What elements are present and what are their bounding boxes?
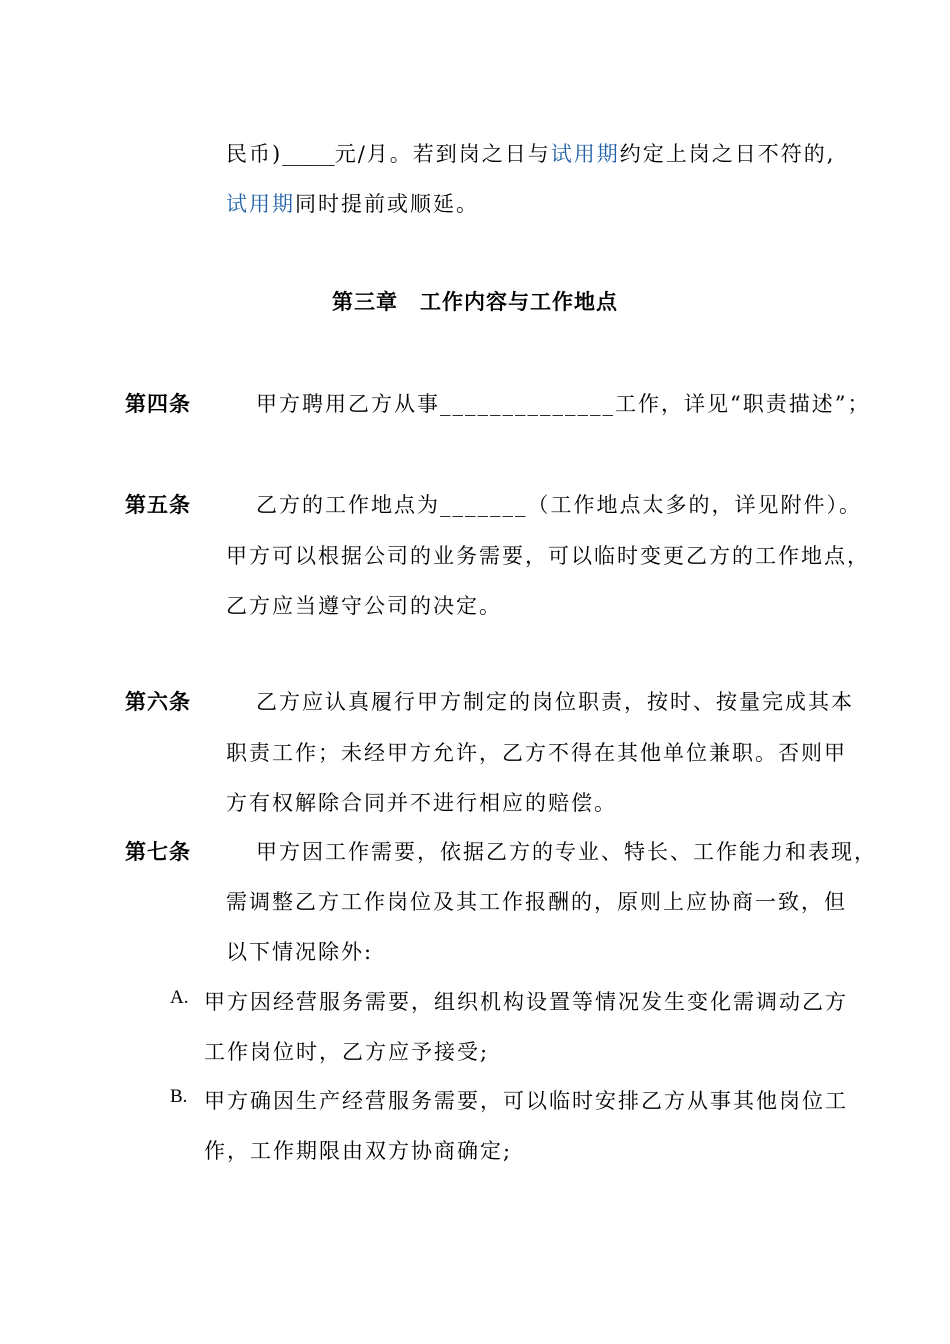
salary-blank: _____: [282, 142, 335, 166]
article-7-line-1: 甲方因工作需要，依据乙方的专业、特长、工作能力和表现，: [256, 840, 877, 864]
article-4-label: 第四条: [125, 392, 191, 416]
article-6-line-3: 方有权解除合同并不进行相应的赔偿。: [226, 791, 617, 815]
intro-line-2: [226, 188, 479, 218]
item-a-line-1: 甲方因经营服务需要，组织机构设置等情况发生变化需调动乙方: [204, 990, 848, 1014]
article-6-line-2: 职责工作；未经甲方允许，乙方不得在其他单位兼职。否则甲: [226, 741, 847, 765]
item-a-line-2: 工作岗位时，乙方应予接受;: [204, 1040, 490, 1064]
article-5-line-2: 甲方可以根据公司的业务需要，可以临时变更乙方的工作地点，: [226, 544, 870, 568]
item-b-line-1: 甲方确因生产经营服务需要，可以临时安排乙方从事其他岗位工: [204, 1089, 848, 1113]
article-4-line-1: 甲方聘用乙方从事______________工作，详见“职责描述”；: [256, 392, 871, 416]
article-7-line-2: 需调整乙方工作岗位及其工作报酬的，原则上应协商一致，但: [226, 890, 847, 914]
article-5-line-3: 乙方应当遵守公司的决定。: [226, 594, 502, 618]
article-6-label: 第六条: [125, 690, 191, 714]
item-a-label: A.: [170, 987, 189, 1008]
article-5-line-1: 乙方的工作地点为_______（工作地点太多的，详见附件）。: [256, 493, 862, 517]
article-7-label: 第七条: [125, 840, 191, 864]
item-b-line-2: 作，工作期限由双方协商确定;: [204, 1139, 513, 1163]
article-7-line-3: 以下情况除外:: [226, 940, 374, 964]
intro-line-1: [226, 138, 835, 168]
intro-text-b: 元/月。若到岗之日与: [334, 142, 551, 166]
article-5-label: 第五条: [125, 493, 191, 517]
probation-link-1[interactable]: 试用期: [550, 142, 620, 166]
article-6-line-1: 乙方应认真履行甲方制定的岗位职责，按时、按量完成其本: [256, 690, 854, 714]
chapter-title: 第三章 工作内容与工作地点: [332, 290, 618, 314]
probation-link-2[interactable]: 试用期: [226, 192, 295, 216]
item-b-label: B.: [170, 1086, 188, 1107]
intro-text-a: 民币): [226, 142, 283, 166]
intro-text-c: 约定上岗之日不符的,: [619, 142, 836, 166]
intro-text-d: 同时提前或顺延。: [295, 192, 479, 216]
